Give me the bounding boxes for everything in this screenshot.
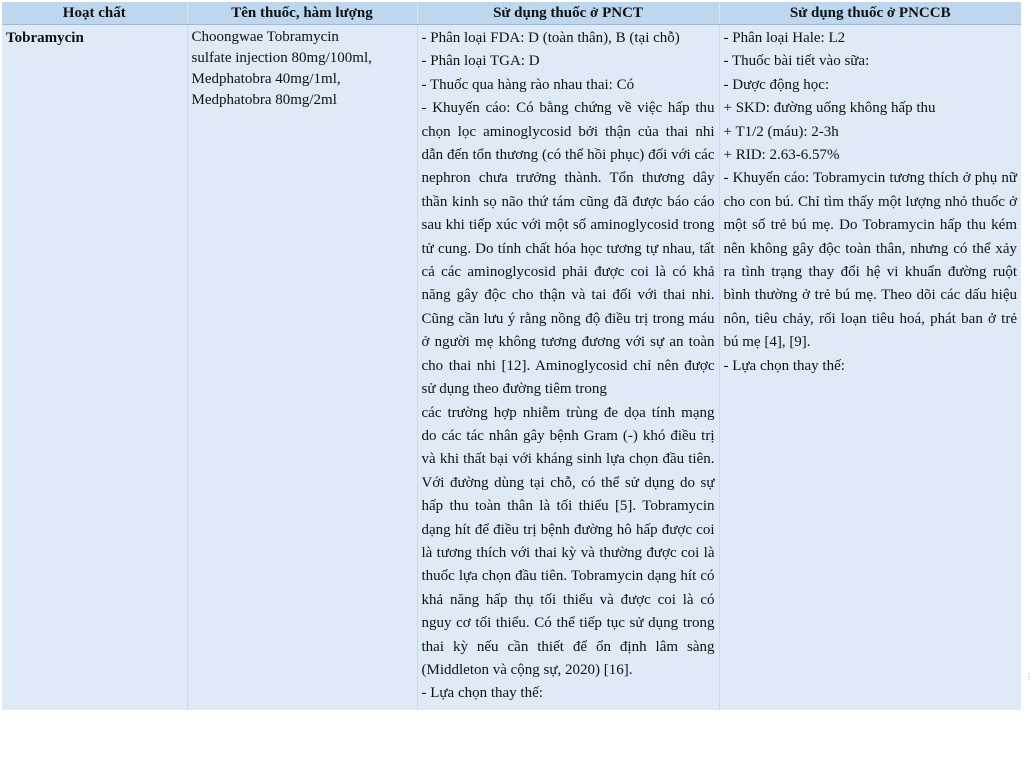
pnccb-bioavailability: + SKD: đường uống không hấp thu xyxy=(723,100,936,117)
drug-name-line: sulfate injection 80mg/100ml, xyxy=(191,50,372,66)
header-active-ingredient: Hoạt chất xyxy=(2,2,187,25)
pnct-alternatives: - Lựa chọn thay thế: xyxy=(421,685,543,702)
pnccb-recommendation: - Khuyến cáo: Tobramycin tương thích ở phụ nữ cho con bú. Chỉ tìm thấy một lượng nhỏ thuốc ở một số trẻ bú mẹ. Do Tobramycin hấp thu kém nên không gây độc toàn thân, nhưng có thể xảy ra tình trạng thay đổi hệ vi khuẩn đường ruột bình thường ở trẻ bú mẹ. Theo dõi các dấu hiệu nôn, tiêu chảy, rối loạn tiêu hoá, phát ban ở trẻ bú mẹ [4], [9]. xyxy=(723,170,1017,351)
header-row xyxy=(2,2,1021,25)
drug-names-cell xyxy=(187,25,417,710)
drug-info-table xyxy=(2,2,1021,710)
pnccb-cell xyxy=(719,25,1021,710)
pnct-fda-category: - Phân loại FDA: D (toàn thân), B (tại chỗ) xyxy=(421,30,680,46)
table-row xyxy=(2,25,1021,710)
pnccb-alternatives: - Lựa chọn thay thế: xyxy=(723,357,845,374)
pnccb-hale-category: - Phân loại Hale: L2 xyxy=(723,30,846,46)
pnct-tga-category: - Phân loại TGA: D xyxy=(421,53,540,70)
drug-name-line: Choongwae Tobramycin xyxy=(191,29,339,45)
drug-name-line: Medphatobra 40mg/1ml, xyxy=(191,71,341,87)
header-drug-name: Tên thuốc, hàm lượng xyxy=(187,2,417,25)
pnccb-pharmacokinetics: - Dược động học: xyxy=(723,76,830,93)
active-ingredient-cell xyxy=(2,25,187,710)
pnct-recommendation: - Khuyến cáo: Có bằng chứng về việc hấp thu chọn lọc aminoglycosid bởi thận của thai nhi dẫn đến tổn thương (có thể hồi phục) đối với các nephron chưa trưởng thành. Tổn thương dây thần kinh sọ não thứ tám cũng đã được báo cáo sau khi tiếp xúc với một số aminoglycosid trong tử cung. Do tính chất hóa học tương tự nhau, tất cả các aminoglycosid phải được coi là có khả năng gây độc cho thận và tai đối với thai nhi. Cũng cần lưu ý rằng nồng độ điều trị trong máu ở người mẹ không tương đương với sự an toàn cho thai nhi [12]. Aminoglycosid chỉ nên được sử dụng theo đường tiêm trong xyxy=(421,100,715,398)
pnccb-half-life: + T1/2 (máu): 2-3h xyxy=(723,123,839,140)
active-ingredient-name: Tobramycin xyxy=(6,30,84,46)
pnccb-rid: + RID: 2.63-6.57% xyxy=(723,147,840,164)
pnct-cell xyxy=(417,25,719,710)
page-edge-marker: ⋮ xyxy=(1025,672,1033,681)
drug-name-line: Medphatobra 80mg/2ml xyxy=(191,92,337,108)
header-pnccb: Sử dụng thuốc ở PNCCB xyxy=(719,2,1021,25)
pnct-placental-transfer: - Thuốc qua hàng rào nhau thai: Có xyxy=(421,76,635,93)
pnccb-milk-excretion: - Thuốc bài tiết vào sữa: xyxy=(723,53,870,70)
header-pnct: Sử dụng thuốc ở PNCT xyxy=(417,2,719,25)
pnct-recommendation-continued: các trường hợp nhiễm trùng đe dọa tính mạng do các tác nhân gây bệnh Gram (-) khó điều trị và khi thất bại với kháng sinh lựa chọn đầu tiên. Với đường dùng tại chỗ, có thể sử dụng do sự hấp thu toàn thân là tối thiểu [5]. Tobramycin dạng hít để điều trị bệnh đường hô hấp được coi là tương thích với thai kỳ và thường được coi là thuốc lựa chọn đầu tiên. Tobramycin dạng hít có khả năng hấp thụ tối thiểu và được coi là có nguy cơ tối thiểu. Có thể tiếp tục sử dụng trong thai kỳ nếu cần thiết để ổn định lâm sàng (Middleton và cộng sự, 2020) [16]. xyxy=(421,404,715,678)
